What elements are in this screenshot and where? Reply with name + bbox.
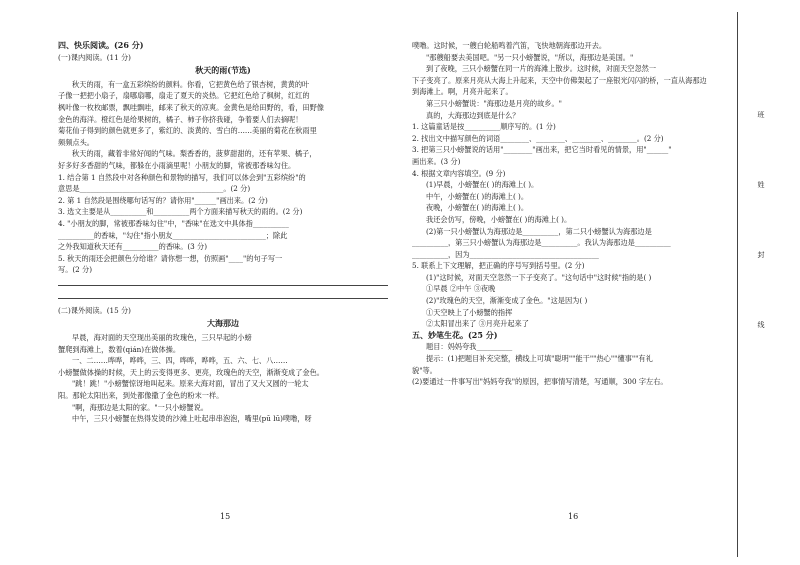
- text-line: 写。(2 分): [58, 265, 93, 275]
- text-line: (一)课内阅读。(11 分): [58, 52, 131, 62]
- text-line: 3. 选文主要是从__________和__________两个方面来描写秋天的雨的。(2 分): [58, 207, 303, 217]
- page-number-right: 16: [568, 512, 579, 521]
- text-line: ②太阳冒出来了 ③月亮升起来了: [426, 319, 529, 329]
- text-line: 中午，三只小螃蟹在热得发烫的沙滩上吐起串串泡泡，嘴里(pū lū)噗噜，呀: [72, 414, 312, 424]
- text-line: 意思是________________________________________。(2 分): [58, 184, 251, 194]
- text-line: 小螃蟹做体操的时候，天上的云变得更多、更亮，玫瑰色的天空，渐渐变成了金色。: [58, 367, 324, 377]
- text-line: 秋天的雨，藏着非常好闻的气味。梨香香的，菠萝甜甜的，还有苹果、橘子，: [72, 149, 317, 159]
- text-line: 大海那边: [207, 318, 239, 329]
- text-line: 中午，小螃蟹在( )的海滩上( )。: [426, 191, 529, 201]
- binding-line: [737, 12, 738, 557]
- text-line: (二)课外阅读。(15 分): [58, 305, 131, 315]
- text-line: 枫叶像一枚枚邮票，飘哇飘哇，邮来了秋天的凉爽。金黄色是给田野的，看，田野像: [58, 102, 324, 112]
- text-line: 早晨，海对面的天空现出美丽的玫瑰色，三只早起的小螃: [72, 333, 252, 343]
- text-line: 1. 这篇童话是按__________顺序写的。(1 分): [412, 122, 556, 132]
- text-line: 4. "小朋友的脚，常被那香味勾住"中，"香味"在选文中具体指__________: [58, 218, 289, 228]
- text-line: 4. 根据文章内容填空。(9 分): [412, 168, 506, 178]
- answer-line: [58, 285, 388, 286]
- text-line: 秋天的雨，有一盒五彩缤纷的颜料。你看，它把黄色给了银杏树，黄黄的叶: [72, 79, 310, 89]
- text-line: 之外我知道秋天还有__________的香味。(3 分): [58, 242, 208, 252]
- text-line: "啊，海那边是太阳的家。"一只小螃蟹说。: [72, 402, 208, 412]
- text-line: (2)"玫瑰色的天空，渐渐变成了金色。"这是因为( ): [426, 296, 588, 306]
- text-line: 菊花仙子得到的颜色就更多了，紫红的、淡黄的、雪白的……美丽的菊花在秋雨里: [58, 126, 317, 136]
- text-line: 2. 找出文中描写颜色的词语________、________、________、________。(2 分): [412, 133, 664, 143]
- text-line: (2)第一只小螃蟹认为海那边是__________，第二只小螃蟹认为海那边是: [426, 226, 652, 236]
- text-line: 真的，大海那边到底是什么？: [426, 110, 520, 120]
- text-line: (2)要通过一件事写出"妈妈夸我"的原因，把事情写清楚，写通顺，300 字左右。: [412, 377, 668, 387]
- page-right: [412, 40, 742, 388]
- text-line: (1)早晨，小螃蟹在( )的海滩上( )。: [426, 180, 539, 190]
- text-line: __________，第三只小螃蟹认为海那边是__________。我认为海那边是__________: [412, 238, 671, 248]
- text-line: 5. 秋天的雨还会把颜色分给谁？请你想一想，仿照画"____"的句子写一: [58, 253, 283, 263]
- text-line: 子像一把把小扇子，扇哪扇哪，扇走了夏天的炎热。它把红色给了枫树，红红的: [58, 91, 310, 101]
- text-line: (1)"这时候，对面天空忽然一下子变亮了。"这句话中"这时候"指的是( ): [426, 272, 652, 282]
- text-line: 画出来。(3 分): [412, 156, 461, 166]
- text-line: 到海滩上。啊，月亮升起来了。: [412, 87, 513, 97]
- page-number-left: 15: [220, 512, 231, 521]
- text-line: 金色的海洋。橙红色是给果树的，橘子、柿子你挤我碰，争着要人们去摘呢！: [58, 114, 303, 124]
- text-line: 我还会仿写，傍晚，小螃蟹在( )的海滩上( )。: [426, 214, 572, 224]
- text-line: 1. 结合第 1 自然段中对各种颜色和景物的描写，我们可以体会到"五彩缤纷"的: [58, 172, 306, 182]
- text-line: 5. 联系上下文理解，把正确的序号写到括号里。(2 分): [412, 261, 585, 271]
- text-line: "跳！跳！"小螃蟹惊讶地叫起来。原来大海对面，冒出了又大又圆的一轮太: [72, 379, 309, 389]
- text-line: 频频点头。: [58, 137, 94, 147]
- text-line: 噗噜。这时候，一艘白轮船鸣着汽笛，飞快地朝海那边开去。: [412, 41, 607, 50]
- text-line: 好多好多香甜的气味，都躲在小雨滴里呢！小朋友的脚，常被那香味勾住。: [58, 160, 296, 170]
- text-line: 四、快乐阅读。(26 分): [58, 40, 144, 50]
- sidebar-label: 封: [757, 251, 765, 259]
- text-line: ①早晨 ②中午 ③夜晚: [426, 284, 496, 294]
- text-line: ①天空映上了小螃蟹的指挥: [426, 307, 513, 317]
- sidebar-label: 班: [757, 111, 765, 119]
- text-line: 秋天的雨(节选): [195, 65, 251, 76]
- text-line: 2. 第 1 自然段是围绕哪句话写的？请你用"______"画出来。(2 分): [58, 195, 268, 205]
- text-line: 蟹爬到海滩上，数着(qián)在做体操。: [58, 344, 181, 354]
- text-line: 第三只小螃蟹说："海那边是月亮的故乡。": [426, 98, 562, 108]
- sidebar-label: 姓: [757, 181, 765, 189]
- text-line: 貌"等。: [412, 365, 437, 375]
- text-line: "那艘船要去美国吧。"另一只小螃蟹说，"所以，海那边是美国。": [426, 52, 634, 62]
- text-line: 到了夜晚，三只小螃蟹在同一片的海滩上散步。这时候，对面天空忽然一: [426, 64, 657, 74]
- text-line: 题目：妈妈夸我__________: [426, 342, 513, 352]
- text-line: 下子变亮了。原来月亮从大海上升起来，天空中仿佛架起了一座银光闪闪的桥，一直从海那边: [412, 75, 707, 85]
- text-line: 一、二……哗哗，哗哗，三、四，哗哗，哗哗，五、六、七、八……: [72, 356, 288, 366]
- text-line: 阳。那轮太阳出来，到处都像撒了金色的粉末一样。: [58, 391, 224, 401]
- text-line: 五、妙笔生花。(25 分): [412, 329, 498, 340]
- text-line: 3. 把第三只小螃蟹说的话用"________"画出来，把它当时看见的情景，用"______": [412, 145, 672, 155]
- text-line: __________，因为____________________________________: [412, 249, 599, 259]
- answer-line: [58, 298, 388, 299]
- sidebar-label: 线: [757, 321, 765, 329]
- text-line: 提示：(1)把题目补充完整，横线上可填"聪明""能干""热心""懂事""有礼: [426, 354, 653, 364]
- text-line: 夜晚，小螃蟹在( )的海滩上( )。: [426, 203, 529, 213]
- text-line: __________的香味，"勾住"指小朋友__________________________；除此: [58, 230, 288, 240]
- page-left: [58, 40, 388, 425]
